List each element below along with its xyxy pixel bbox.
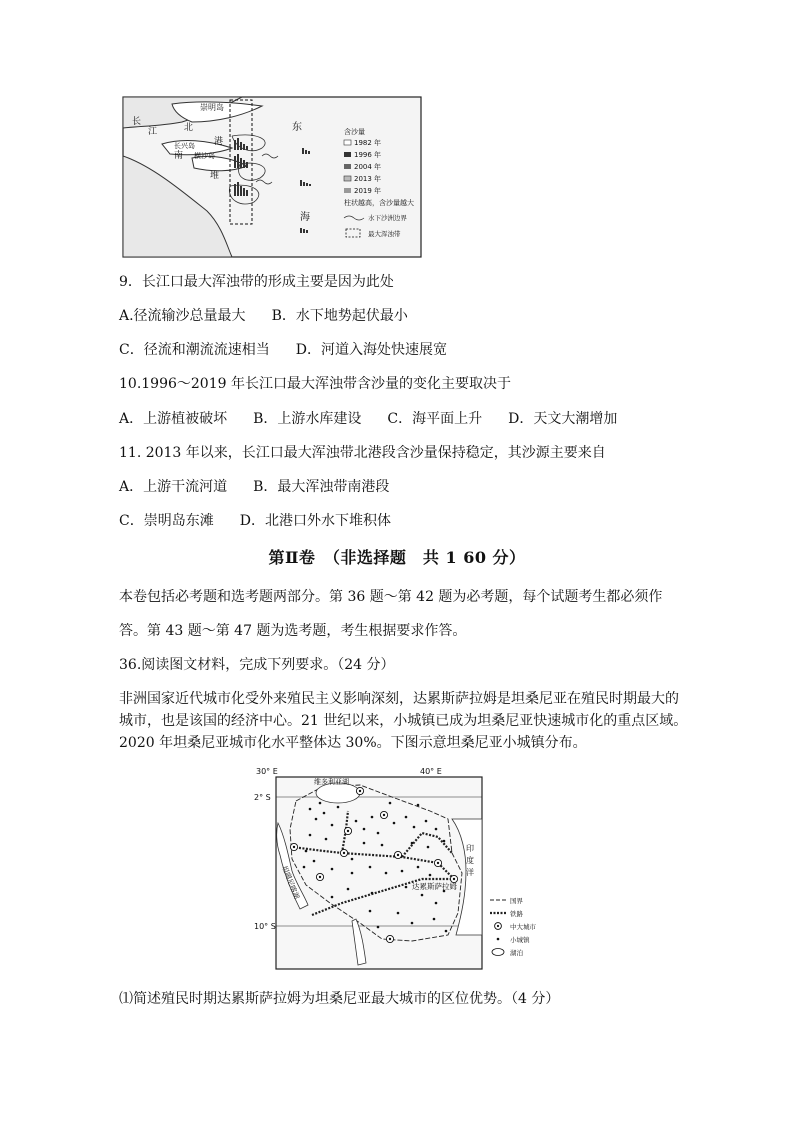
label-south: 南	[174, 151, 184, 161]
lat-10: 10° S	[254, 922, 276, 931]
q10-stem: 10.1996～2019 年长江口最大浑浊带含沙量的变化主要取决于	[119, 376, 511, 392]
intro-line-2: 答。第 43 题～第 47 题为选考题，考生根据要求作答。	[119, 623, 467, 639]
label-tanganyika: 坦噶尼喀湖	[280, 864, 301, 901]
q11-options	[119, 478, 389, 496]
label-changjiang-2: 江	[148, 127, 158, 137]
label-east: 东	[292, 122, 302, 133]
q36-sub1: ⑴简述殖民时期达累斯萨拉姆为坦桑尼亚最大城市的区位优势。（4 分）	[119, 991, 560, 1007]
q9-option-d: D．河道入海处快速展宽	[295, 342, 447, 358]
q36-material-2: 城市，也是该国的经济中心。21 世纪以来，小城镇已成为坦桑尼亚快速城市化的重点区域。	[119, 713, 688, 729]
q10-option-c: C．海平面上升	[387, 411, 483, 427]
label-chongming: 崇明岛	[200, 103, 224, 112]
legend-2004: 2004 年	[354, 163, 382, 171]
label-gang: 港	[214, 137, 224, 147]
legend-title: 含沙量	[344, 128, 365, 136]
legend-lake: 湖泊	[510, 949, 523, 957]
lon-40: 40° E	[420, 767, 442, 776]
label-dar: 达累斯萨拉姆	[412, 882, 457, 891]
q36-material-3: 2020 年坦桑尼亚城市化水平整体达 30%。下图示意坦桑尼亚小城镇分布。	[119, 735, 587, 751]
label-changxing: 长兴岛	[174, 142, 195, 150]
q36-stem: 36.阅读图文材料，完成下列要求。（24 分）	[119, 657, 395, 673]
label-sea: 海	[300, 212, 310, 223]
legend-1982: 1982 年	[354, 139, 382, 147]
q9-options-2	[119, 341, 447, 359]
q11-option-b: B．最大浑浊带南港段	[253, 479, 390, 495]
q11-option-c: C．崇明岛东滩	[119, 513, 214, 529]
q11-option-a: A．上游干流河道	[119, 479, 228, 495]
q36-material-1: 非洲国家近代城市化受外来殖民主义影响深刻，达累斯萨拉姆是坦桑尼亚在殖民时期最大的	[119, 691, 679, 707]
legend-boundary: 水下沙洲边界	[368, 214, 407, 222]
q11-stem: 11. 2013 年以来，长江口最大浑浊带北港段含沙量保持稳定，其沙源主要来自	[119, 445, 606, 461]
q9-option-c: C．径流和潮流流速相当	[119, 342, 270, 358]
lon-30: 30° E	[256, 767, 278, 776]
legend-rail: 铁路	[510, 910, 523, 918]
lat-2: 2° S	[254, 793, 271, 802]
intro-line-1: 本卷包括必考题和选考题两部分。第 36 题～第 42 题为必考题，每个试题考生都必须作	[119, 589, 663, 605]
legend-border: 国界	[510, 897, 523, 905]
legend-town: 小城镇	[510, 936, 530, 944]
q10-options	[119, 410, 617, 428]
label-north: 北	[184, 123, 194, 133]
q10-option-a: A．上游植被破坏	[119, 411, 228, 427]
label-victoria: 维多利亚湖	[314, 778, 349, 786]
q9-stem: 9．长江口最大浑浊带的形成主要是因为此处	[119, 274, 394, 290]
legend-2019: 2019 年	[354, 187, 382, 195]
label-shen: 堆	[210, 171, 220, 181]
section-title: 第Ⅱ卷 （非选择题 共 1 60 分）	[268, 548, 526, 567]
legend-1996: 1996 年	[354, 151, 382, 159]
label-hengsha: 横沙岛	[194, 152, 215, 160]
q9-option-a: A.径流输沙总量最大	[119, 308, 246, 324]
label-indian-3: 洋	[466, 868, 474, 877]
legend-city: 中大城市	[510, 923, 536, 931]
q11-option-d: D．北港口外水下堆积体	[239, 513, 391, 529]
legend-2013: 2013 年	[354, 175, 382, 183]
label-changjiang-1: 长	[132, 117, 142, 127]
q9-option-b: B．水下地势起伏最小	[271, 308, 408, 324]
legend-turbidity: 最大浑浊带	[368, 230, 401, 238]
q10-option-d: D．天文大潮增加	[508, 411, 618, 427]
q11-options-2	[119, 512, 391, 530]
label-indian-1: 印	[466, 844, 474, 853]
q9-options	[119, 307, 408, 325]
tanzania-town-map	[252, 763, 552, 973]
q10-option-b: B．上游水库建设	[253, 411, 362, 427]
yangtze-estuary-map	[122, 96, 422, 258]
legend-note: 柱状越高，含沙量越大	[344, 199, 414, 207]
label-indian-2: 度	[466, 856, 474, 865]
